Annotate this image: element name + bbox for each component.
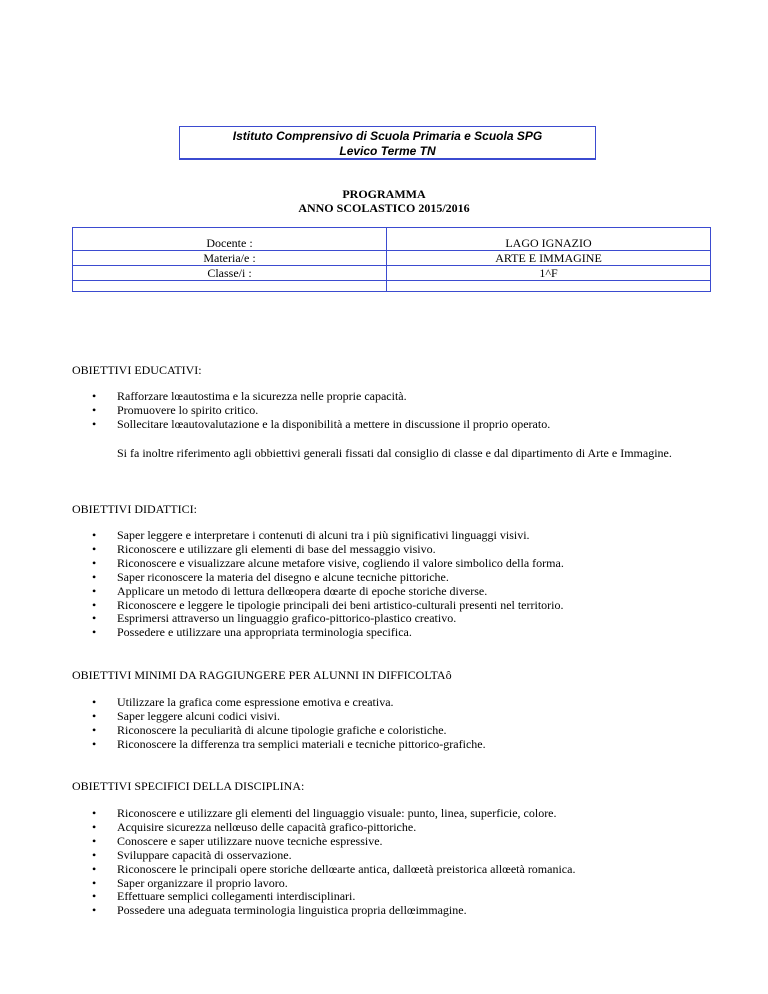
list-item: • Applicare un metodo di lettura dellœopera dœarte di epoche storiche diverse. bbox=[117, 585, 564, 599]
classe-label: Classe/i : bbox=[73, 266, 387, 281]
school-location: Levico Terme TN bbox=[339, 144, 436, 158]
list-item: • Riconoscere e utilizzare gli elementi di base del messaggio visivo. bbox=[117, 543, 564, 557]
didattici-heading: OBIETTIVI DIDATTICI: bbox=[72, 502, 197, 516]
list-item: • Utilizzare la grafica come espressione emotiva e creativa. bbox=[117, 696, 486, 710]
list-item: • Esprimersi attraverso un linguaggio grafico-pittorico-plastico creativo. bbox=[117, 612, 564, 626]
empty-label bbox=[73, 281, 387, 292]
list-item: • Riconoscere le principali opere storiche dellœarte antica, dallœetà preistorica allœetà romanica. bbox=[117, 863, 575, 877]
minimi-list bbox=[117, 696, 486, 752]
list-item: • Saper riconoscere la materia del disegno e alcune tecniche pittoriche. bbox=[117, 571, 564, 585]
educativi-note: Si fa inoltre riferimento agli obbiettivi generali fissati dal consiglio di classe e dal dipartimento di Arte e Immagine. bbox=[117, 446, 672, 460]
empty-value bbox=[387, 281, 711, 292]
program-title: PROGRAMMA bbox=[342, 187, 426, 201]
docente-label: Docente : bbox=[73, 228, 387, 251]
school-year: ANNO SCOLASTICO 2015/2016 bbox=[298, 201, 470, 215]
list-item: • Saper organizzare il proprio lavoro. bbox=[117, 877, 575, 891]
list-item: • Effettuare semplici collegamenti interdisciplinari. bbox=[117, 890, 575, 904]
list-item: • Riconoscere e visualizzare alcune metafore visive, cogliendo il valore simbolico della forma. bbox=[117, 557, 564, 571]
list-item: • Saper leggere alcuni codici visivi. bbox=[117, 710, 486, 724]
specifici-heading: OBIETTIVI SPECIFICI DELLA DISCIPLINA: bbox=[72, 779, 305, 793]
list-item: • Riconoscere la peculiarità di alcune tipologie grafiche e coloristiche. bbox=[117, 724, 486, 738]
school-header-box bbox=[179, 126, 596, 160]
info-row-docente bbox=[73, 228, 711, 251]
didattici-list bbox=[117, 529, 564, 640]
school-name: Istituto Comprensivo di Scuola Primaria e Scuola SPG bbox=[232, 129, 543, 143]
docente-value: LAGO IGNAZIO bbox=[387, 228, 711, 251]
list-item: • Sollecitare lœautovalutazione e la disponibilità a mettere in discussione il proprio operato. bbox=[117, 418, 550, 432]
list-item: • Possedere e utilizzare una appropriata terminologia specifica. bbox=[117, 626, 564, 640]
list-item: • Promuovere lo spirito critico. bbox=[117, 404, 550, 418]
educativi-heading: OBIETTIVI EDUCATIVI: bbox=[72, 363, 202, 377]
materia-label: Materia/e : bbox=[73, 251, 387, 266]
info-row-classe bbox=[73, 266, 711, 281]
list-item: • Riconoscere e utilizzare gli elementi del linguaggio visuale: punto, linea, superficie, colore. bbox=[117, 807, 575, 821]
info-row-materia bbox=[73, 251, 711, 266]
specifici-list bbox=[117, 807, 575, 918]
list-item: • Acquisire sicurezza nellœuso delle capacità grafico-pittoriche. bbox=[117, 821, 575, 835]
info-row-empty bbox=[73, 281, 711, 292]
materia-value: ARTE E IMMAGINE bbox=[387, 251, 711, 266]
list-item: • Riconoscere e leggere le tipologie principali dei beni artistico-culturali presenti nel territorio. bbox=[117, 599, 564, 613]
minimi-heading: OBIETTIVI MINIMI DA RAGGIUNGERE PER ALUNNI IN DIFFICOLTAô bbox=[72, 668, 452, 682]
info-table bbox=[72, 227, 711, 292]
list-item: • Conoscere e saper utilizzare nuove tecniche espressive. bbox=[117, 835, 575, 849]
list-item: • Possedere una adeguata terminologia linguistica propria dellœimmagine. bbox=[117, 904, 575, 918]
list-item: • Rafforzare lœautostima e la sicurezza nelle proprie capacità. bbox=[117, 390, 550, 404]
classe-value: 1^F bbox=[387, 266, 711, 281]
list-item: • Riconoscere la differenza tra semplici materiali e tecniche pittorico-grafiche. bbox=[117, 738, 486, 752]
educativi-list bbox=[117, 390, 550, 432]
list-item: • Sviluppare capacità di osservazione. bbox=[117, 849, 575, 863]
list-item: • Saper leggere e interpretare i contenuti di alcuni tra i più significativi linguaggi visivi. bbox=[117, 529, 564, 543]
